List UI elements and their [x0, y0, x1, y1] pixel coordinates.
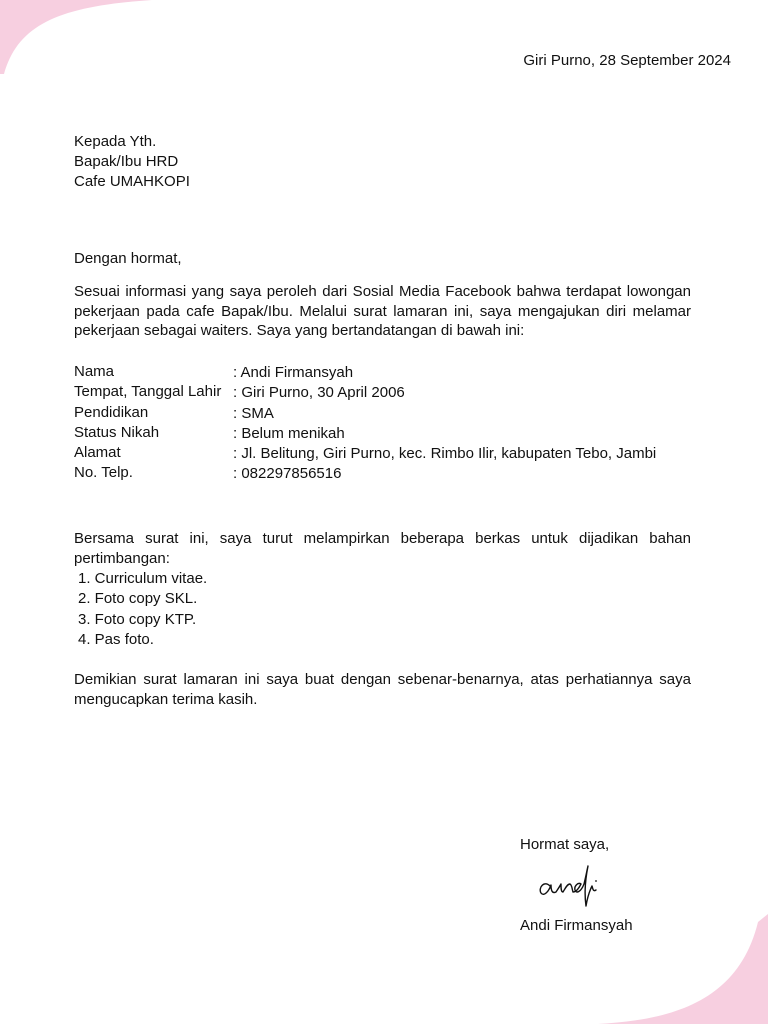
detail-label: Alamat — [74, 444, 121, 462]
recipient-line: Kepada Yth. — [74, 133, 157, 150]
recipient-line: Bapak/Ibu HRD — [74, 153, 179, 170]
detail-label: Pendidikan — [74, 403, 149, 421]
detail-label: Status Nikah — [74, 423, 160, 441]
detail-row — [74, 383, 656, 403]
detail-value: : Andi Firmansyah — [233, 364, 354, 381]
detail-row — [74, 363, 656, 383]
list-item: 2. Foto copy SKL. — [78, 590, 198, 608]
handwritten-signature — [536, 864, 602, 912]
list-item: 3. Foto copy KTP. — [78, 610, 197, 628]
attachments-list — [78, 569, 207, 650]
detail-row — [74, 424, 656, 444]
detail-label: Nama — [74, 363, 115, 380]
detail-value: : Jl. Belitung, Giri Purno, kec. Rimbo Ilir, kabupaten Tebo, Jambi — [233, 445, 657, 463]
detail-value: : Giri Purno, 30 April 2006 — [233, 384, 405, 402]
closing-paragraph: Demikian surat lamaran ini saya buat dengan sebenar-benarnya, atas perhatiannya saya mengucapkan terima kasih. — [74, 671, 691, 708]
list-item: 4. Pas foto. — [78, 630, 154, 648]
detail-row — [74, 444, 656, 464]
detail-value: : SMA — [233, 404, 274, 422]
recipient-line: Cafe UMAHKOPI — [74, 173, 190, 190]
intro-paragraph: Sesuai informasi yang saya peroleh dari Sosial Media Facebook bahwa terdapat lowongan pekerjaan pada cafe Bapak/Ibu. Melalui surat lamaran ini, saya mengajukan diri melamar pekerjaan sebagai waiters. Saya yang bertandatangan di bawah ini: — [74, 283, 691, 339]
detail-label: Tempat, Tanggal Lahir — [74, 383, 222, 401]
applicant-details — [74, 363, 656, 485]
closing-salutation: Hormat saya, — [520, 836, 610, 853]
signer-name: Andi Firmansyah — [520, 917, 633, 934]
detail-label: No. Telp. — [74, 464, 133, 482]
attachments-intro: Bersama surat ini, saya turut melampirkan beberapa berkas untuk dijadikan bahan pertimbangan: — [74, 530, 691, 567]
detail-value: : 082297856516 — [233, 465, 342, 483]
detail-value: : Belum menikah — [233, 424, 345, 442]
letter-date: Giri Purno, 28 September 2024 — [523, 52, 731, 69]
list-item: 1. Curriculum vitae. — [78, 570, 208, 587]
recipient-block — [74, 132, 190, 192]
greeting: Dengan hormat, — [74, 250, 182, 267]
corner-decoration-top-left — [0, 0, 160, 80]
detail-row — [74, 404, 656, 424]
detail-row — [74, 464, 656, 484]
